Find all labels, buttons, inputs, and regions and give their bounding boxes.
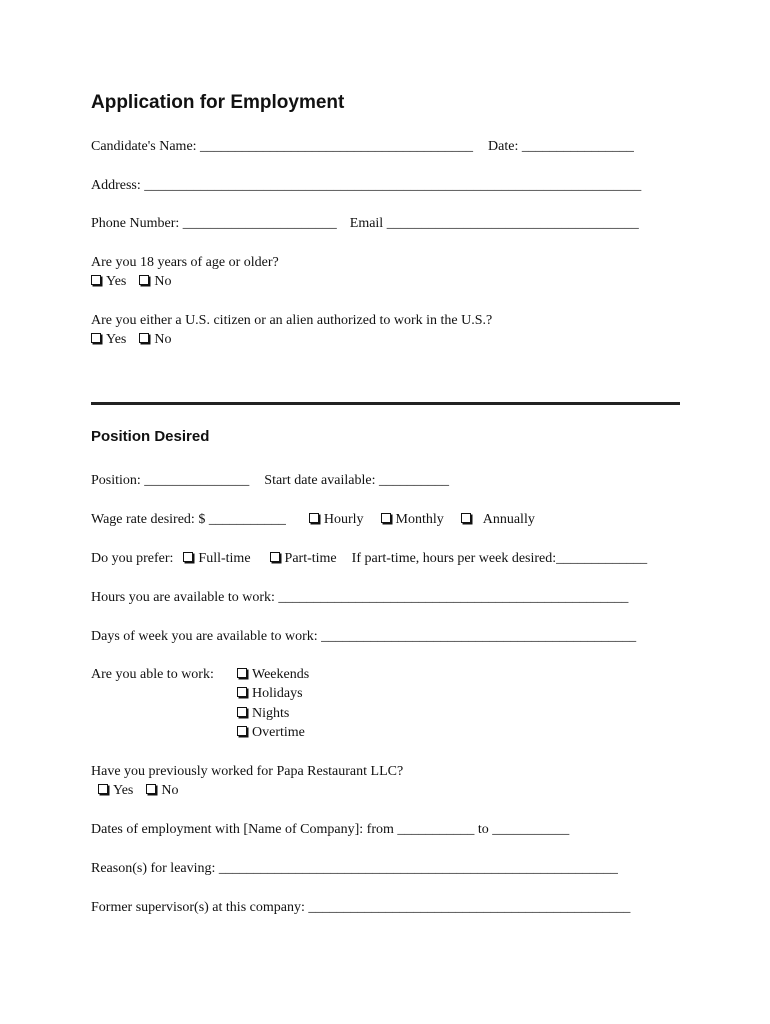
full-time-label: Full-time <box>198 551 251 566</box>
former-supervisor-row <box>91 900 630 916</box>
checkbox-icon[interactable] <box>146 784 156 794</box>
previous-employment-question: Have you previously worked for Papa Restaurant LLC? <box>91 764 404 779</box>
wage-row <box>91 512 535 528</box>
nights-label: Nights <box>252 706 290 721</box>
page-title: Application for Employment <box>91 92 345 113</box>
phone-label: Phone Number: <box>91 216 180 231</box>
checkbox-icon[interactable] <box>91 275 101 285</box>
weekends-label: Weekends <box>252 667 310 682</box>
checkbox-icon[interactable] <box>381 513 391 523</box>
prefer-row <box>91 551 647 567</box>
candidate-name-label: Candidate's Name: <box>91 139 197 154</box>
employment-dates-row <box>91 822 569 838</box>
address-field[interactable]: _______________________________________________________________________ <box>144 178 642 193</box>
citizen-question: Are you either a U.S. citizen or an alien authorized to work in the U.S.? <box>91 313 493 328</box>
position-row <box>91 473 449 489</box>
previous-employment-options <box>98 783 179 799</box>
days-available-label: Days of week you are available to work: <box>91 629 318 644</box>
reason-leaving-label: Reason(s) for leaving: <box>91 861 216 876</box>
overtime-label: Overtime <box>252 725 305 740</box>
email-field[interactable]: ____________________________________ <box>386 216 639 231</box>
part-time-option[interactable] <box>270 551 337 566</box>
part-time-label: Part-time <box>284 551 337 566</box>
wage-label: Wage rate desired: $ <box>91 512 206 527</box>
checkbox-icon[interactable] <box>237 668 247 678</box>
full-time-option[interactable] <box>183 551 250 566</box>
hours-per-week-label: If part-time, hours per week desired: <box>351 551 557 566</box>
checkbox-icon[interactable] <box>139 275 149 285</box>
hourly-option[interactable] <box>309 512 364 527</box>
annually-label: Annually <box>482 512 535 527</box>
able-to-work-label: Are you able to work: <box>91 667 214 682</box>
able-option-overtime[interactable] <box>237 725 305 741</box>
reason-leaving-row <box>91 861 618 877</box>
to-date-field[interactable]: ___________ <box>492 822 570 837</box>
date-label: Date: <box>488 139 519 154</box>
candidate-name-row <box>91 139 634 155</box>
former-supervisor-field[interactable]: ______________________________________________ <box>308 900 631 915</box>
days-available-row <box>91 629 636 645</box>
checkbox-icon[interactable] <box>139 333 149 343</box>
previous-no-label: No <box>161 783 179 798</box>
checkbox-icon[interactable] <box>461 513 471 523</box>
wage-field[interactable]: ___________ <box>208 512 286 527</box>
phone-email-row <box>91 216 639 232</box>
monthly-label: Monthly <box>395 512 444 527</box>
age-options <box>91 274 172 290</box>
checkbox-icon[interactable] <box>270 552 280 562</box>
section-divider <box>91 402 680 405</box>
to-label: to <box>477 822 489 837</box>
previous-yes-label: Yes <box>113 783 134 798</box>
monthly-option[interactable] <box>381 512 444 527</box>
hours-available-label: Hours you are available to work: <box>91 590 275 605</box>
age-question: Are you 18 years of age or older? <box>91 255 279 270</box>
section-title-position: Position Desired <box>91 428 210 445</box>
age-yes-option[interactable] <box>91 274 126 289</box>
age-no-option[interactable] <box>139 274 171 289</box>
citizen-yes-label: Yes <box>106 332 127 347</box>
checkbox-icon[interactable] <box>237 687 247 697</box>
checkbox-icon[interactable] <box>91 333 101 343</box>
days-available-field[interactable]: _____________________________________________ <box>321 629 637 644</box>
citizen-no-label: No <box>154 332 172 347</box>
checkbox-icon[interactable] <box>309 513 319 523</box>
hours-available-field[interactable]: __________________________________________________ <box>278 590 629 605</box>
email-label: Email <box>349 216 384 231</box>
able-option-holidays[interactable] <box>237 686 303 702</box>
address-label: Address: <box>91 178 141 193</box>
hours-available-row <box>91 590 628 606</box>
address-row <box>91 178 641 194</box>
age-yes-label: Yes <box>106 274 127 289</box>
prefer-label: Do you prefer: <box>91 551 174 566</box>
hourly-label: Hourly <box>323 512 364 527</box>
citizen-no-option[interactable] <box>139 332 171 347</box>
position-field[interactable]: _______________ <box>144 473 250 488</box>
former-supervisor-label: Former supervisor(s) at this company: <box>91 900 305 915</box>
position-label: Position: <box>91 473 141 488</box>
employment-dates-label: Dates of employment with [Name of Company]: from <box>91 822 394 837</box>
citizen-yes-option[interactable] <box>91 332 126 347</box>
previous-no-option[interactable] <box>146 783 178 798</box>
from-date-field[interactable]: ___________ <box>397 822 475 837</box>
checkbox-icon[interactable] <box>237 726 247 736</box>
able-option-weekends[interactable] <box>237 667 309 683</box>
checkbox-icon[interactable] <box>98 784 108 794</box>
previous-yes-option[interactable] <box>98 783 133 798</box>
age-no-label: No <box>154 274 172 289</box>
reason-leaving-field[interactable]: _________________________________________________________ <box>218 861 618 876</box>
start-date-label: Start date available: <box>264 473 376 488</box>
candidate-name-field[interactable]: _______________________________________ <box>200 139 474 154</box>
annually-option[interactable] <box>461 512 535 527</box>
checkbox-icon[interactable] <box>183 552 193 562</box>
able-option-nights[interactable] <box>237 706 289 722</box>
hours-per-week-field[interactable]: _____________ <box>556 551 648 566</box>
phone-field[interactable]: ______________________ <box>182 216 337 231</box>
holidays-label: Holidays <box>252 686 303 701</box>
date-field[interactable]: ________________ <box>521 139 634 154</box>
start-date-field[interactable]: __________ <box>378 473 449 488</box>
citizen-options <box>91 332 172 348</box>
checkbox-icon[interactable] <box>237 707 247 717</box>
